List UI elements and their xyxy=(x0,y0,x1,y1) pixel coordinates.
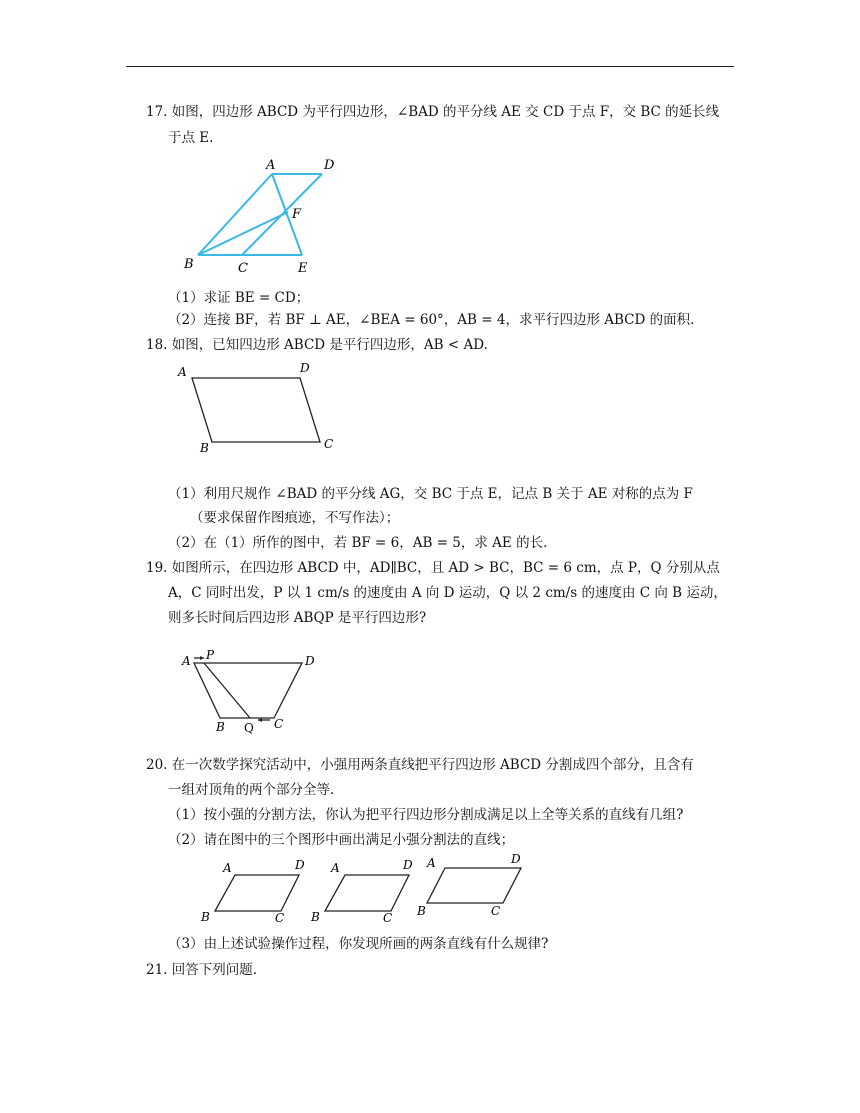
q19-line3: 则多长时间后四边形 ABQP 是平行四边形? xyxy=(168,610,427,626)
q19-label-B: B xyxy=(216,720,225,734)
q20-figure-2 xyxy=(305,855,425,927)
q17-sub2: （2）连接 BF，若 BF ⊥ AE，∠BEA = 60°，AB = 4，求平行四边形 ABCD 的面积. xyxy=(168,312,695,328)
q19-label-C: C xyxy=(274,717,284,731)
q19-label-A: A xyxy=(182,654,191,668)
q19-label-P: P xyxy=(206,648,215,662)
q17-label-E: E xyxy=(298,261,308,276)
q20-line2: 一组对顶角的两个部分全等. xyxy=(168,782,335,798)
q20-fig3-label-A: A xyxy=(427,856,436,870)
q20-figure-1 xyxy=(195,855,315,927)
q17-line1: 17. 如图，四边形 ABCD 为平行四边形，∠BAD 的平分线 AE 交 CD 于点 F，交 BC 的延长线 xyxy=(146,104,720,120)
q20-fig1-label-A: A xyxy=(223,861,232,875)
q18-label-A: A xyxy=(178,365,187,379)
q20-fig1-label-B: B xyxy=(201,910,210,924)
q20-fig2-label-D: D xyxy=(403,858,413,872)
q21-line1: 21. 回答下列问题. xyxy=(146,962,258,978)
q20-fig2-label-B: B xyxy=(311,910,320,924)
q19-label-D: D xyxy=(305,654,315,668)
q18-label-C: C xyxy=(324,437,334,451)
q18-label-B: B xyxy=(200,441,209,455)
q17-figure xyxy=(180,150,350,280)
q20-fig2-label-A: A xyxy=(331,861,340,875)
q20-sub1: （1）按小强的分割方法，你认为把平行四边形分割成满足以上全等关系的直线有几组? xyxy=(168,807,684,823)
q20-fig1-label-D: D xyxy=(295,858,305,872)
header-rule xyxy=(126,66,734,67)
q20-fig2-label-C: C xyxy=(383,911,393,925)
q18-sub1b: （要求保留作图痕迹，不写作法）； xyxy=(190,510,400,526)
q20-fig3-label-B: B xyxy=(417,904,426,918)
q20-figure-3 xyxy=(415,850,535,922)
q20-line1: 20. 在一次数学探究活动中，小强用两条直线把平行四边形 ABCD 分割成四个部分，且含有 xyxy=(146,757,694,773)
q20-sub3: （3）由上述试验操作过程，你发现所画的两条直线有什么规律? xyxy=(168,936,549,952)
q18-sub1a: （1）利用尺规作 ∠BAD 的平分线 AG，交 BC 于点 E，记点 B 关于 AE 对称的点为 F xyxy=(168,486,693,502)
q18-line1: 18. 如图，已知四边形 ABCD 是平行四边形，AB < AD. xyxy=(146,337,488,353)
q17-line2: 于点 E. xyxy=(168,130,214,146)
q17-label-B: B xyxy=(184,257,194,272)
q18-sub2: （2）在（1）所作的图中，若 BF = 6，AB = 5，求 AE 的长. xyxy=(168,535,548,551)
q17-label-C: C xyxy=(238,261,248,276)
q19-line1: 19. 如图所示，在四边形 ABCD 中，AD∥BC，且 AD > BC，BC = 6 cm，点 P，Q 分别从点 xyxy=(146,560,720,576)
q19-line2: A，C 同时出发，P 以 1 cm/s 的速度由 A 向 D 运动，Q 以 2 cm/s 的速度由 C 向 B 运动， xyxy=(168,585,727,601)
q19-figure xyxy=(180,645,340,740)
q18-figure xyxy=(170,360,340,460)
q20-fig3-label-D: D xyxy=(511,852,521,866)
q18-label-D: D xyxy=(300,361,310,375)
q17-sub1: （1）求证 BE = CD； xyxy=(168,290,310,306)
q20-sub2: （2）请在图中的三个图形中画出满足小强分割法的直线； xyxy=(168,832,515,848)
q19-label-Q: Q xyxy=(244,721,254,735)
q17-label-F: F xyxy=(292,207,302,222)
q17-label-D: D xyxy=(324,158,335,173)
q20-fig1-label-C: C xyxy=(275,911,285,925)
q17-label-A: A xyxy=(266,158,276,173)
q20-fig3-label-C: C xyxy=(491,904,501,918)
